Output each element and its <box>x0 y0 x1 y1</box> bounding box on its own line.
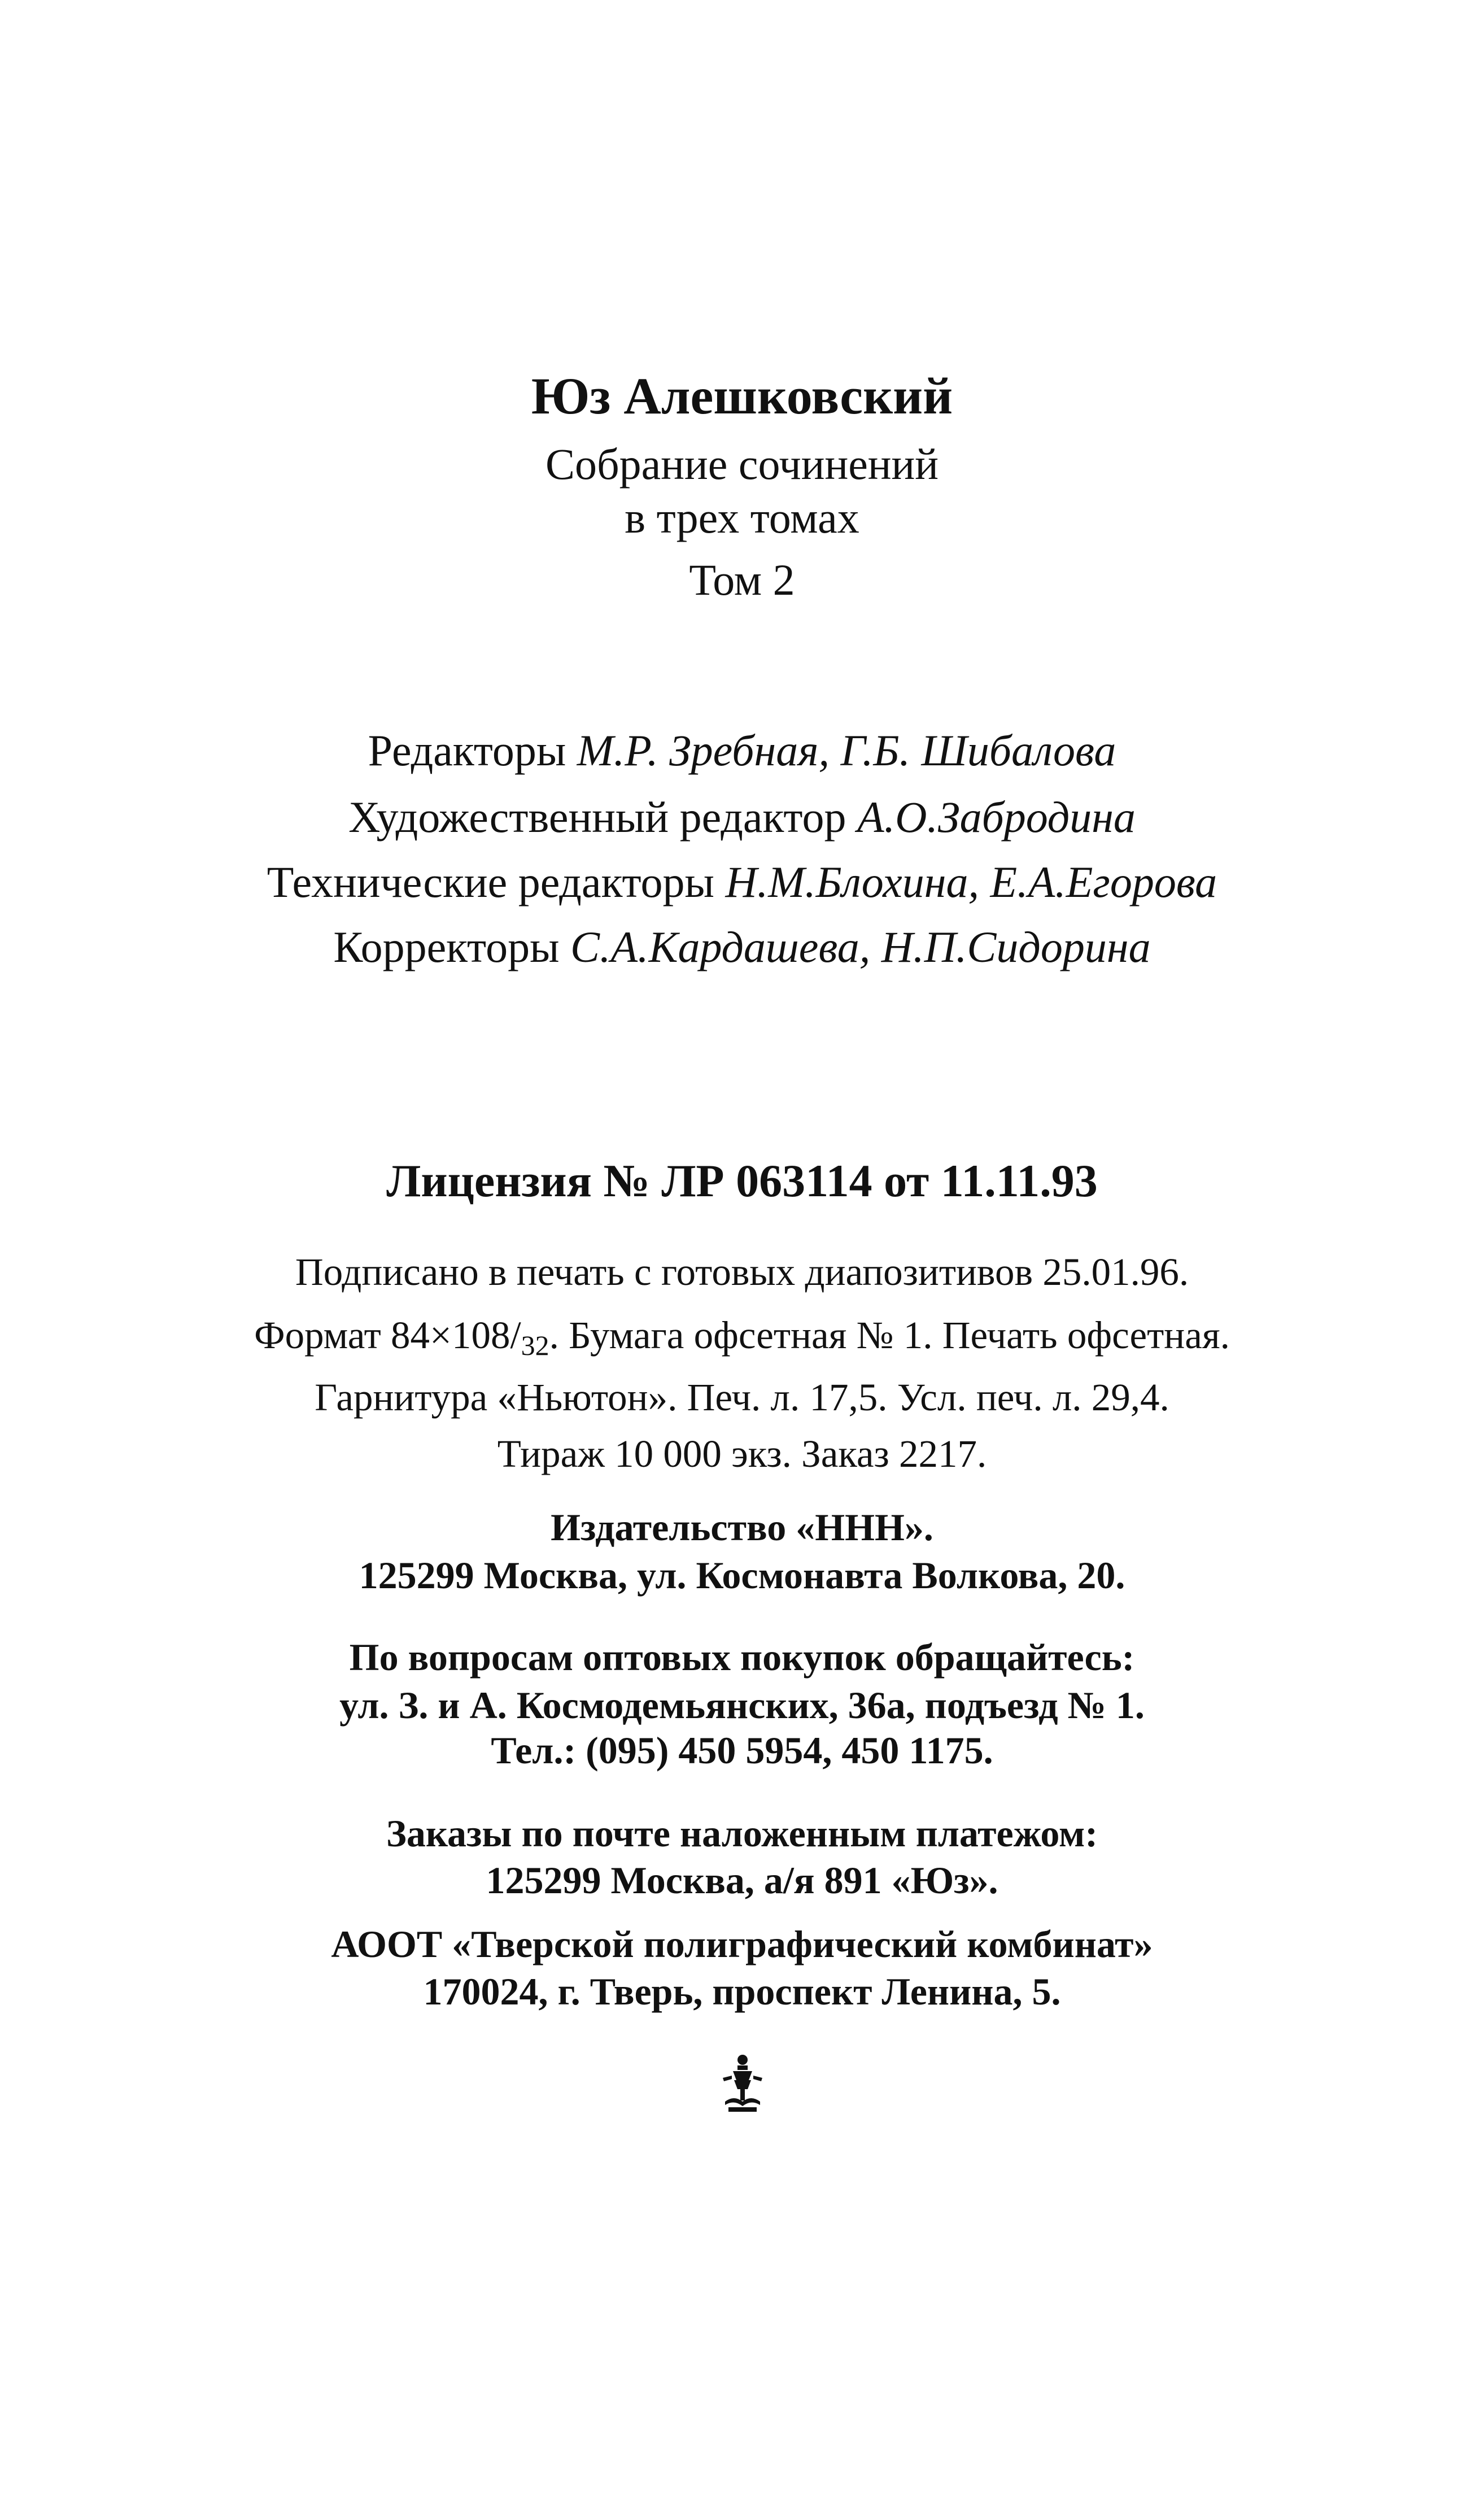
series-title: Собрание сочинений <box>545 439 939 489</box>
mail-orders-address: 125299 Москва, а/я 891 «Юз». <box>486 1859 998 1902</box>
credit-names: А.О.Забродина <box>857 792 1136 842</box>
printer-name: АООТ «Тверской полиграфический комбинат» <box>331 1923 1153 1965</box>
printer-emblem-icon <box>717 2053 768 2115</box>
printer-address: 170024, г. Тверь, проспект Ленина, 5. <box>423 1970 1061 2013</box>
wholesale-address: ул. З. и А. Космодемьянских, 36а, подъезд № 1. <box>339 1684 1145 1727</box>
imprint-signed: Подписано в печать с готовых диапозитивов 25.01.96. <box>295 1250 1189 1293</box>
credit-names: М.Р. Зребная, Г.Б. Шибалова <box>577 726 1116 775</box>
imprint-format <box>0 1316 1484 1359</box>
volume-number: Том 2 <box>689 555 795 604</box>
credit-art-editor <box>0 792 1484 842</box>
credit-technical-editors <box>0 857 1484 906</box>
credit-role: Технические редакторы <box>267 857 714 906</box>
imprint-typeface: Гарнитура «Ньютон». Печ. л. 17,5. Усл. печ. л. 29,4. <box>315 1376 1169 1419</box>
author-name: Юз Алешковский <box>531 367 953 425</box>
credit-role: Корректоры <box>333 922 560 971</box>
credit-names: Н.М.Блохина, Е.А.Егорова <box>725 857 1217 906</box>
imprint-format-sub: 32 <box>521 1330 549 1361</box>
imprint-format-post: . Бумага офсетная № 1. Печать офсетная. <box>549 1314 1230 1357</box>
series-subtitle: в трех томах <box>625 493 859 542</box>
credit-proofreaders <box>0 922 1484 971</box>
wholesale-heading: По вопросам оптовых покупок обращайтесь: <box>349 1636 1135 1679</box>
imprint-print-run: Тираж 10 000 экз. Заказ 2217. <box>497 1432 987 1475</box>
credit-editors <box>0 726 1484 775</box>
wholesale-phone: Тел.: (095) 450 5954, 450 1175. <box>491 1729 993 1772</box>
credit-names: С.А.Кардашева, Н.П.Сидорина <box>570 922 1151 971</box>
credit-role: Редакторы <box>368 726 566 775</box>
publisher-address: 125299 Москва, ул. Космонавта Волкова, 20. <box>359 1554 1125 1597</box>
mail-orders-heading: Заказы по почте наложенным платежом: <box>386 1812 1098 1855</box>
license-number: Лицензия № ЛР 063114 от 11.11.93 <box>386 1155 1098 1206</box>
credit-role: Художественный редактор <box>348 792 846 842</box>
publisher-name: Издательство «ННН». <box>551 1506 933 1549</box>
imprint-format-pre: Формат 84×108/ <box>254 1314 521 1357</box>
